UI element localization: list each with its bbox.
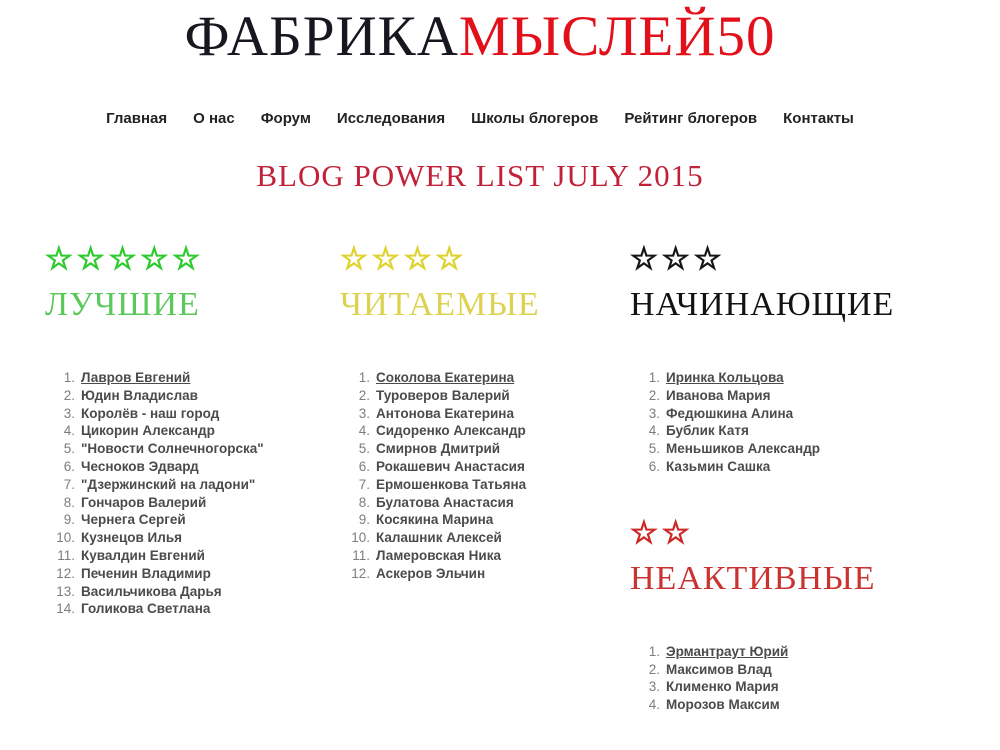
blogger-list-item	[340, 511, 630, 529]
item-number: 4.	[63, 423, 75, 439]
blogger-list-item	[45, 600, 340, 618]
item-number: 8.	[63, 494, 75, 510]
blogger-name: Сидоренко Александр	[376, 423, 526, 439]
blogger-name: Булатова Анастасия	[376, 494, 514, 510]
nav-item-6[interactable]: Контакты	[783, 110, 854, 127]
blogger-name: Косякина Марина	[376, 512, 494, 528]
blogger-name-link[interactable]: Эрмантраут Юрий	[666, 643, 789, 659]
item-number: 12.	[56, 565, 75, 581]
item-number: 2.	[648, 661, 660, 677]
item-number: 3.	[648, 679, 660, 695]
blogger-list-item	[340, 405, 630, 423]
item-number: 13.	[56, 583, 75, 599]
blogger-list-item	[45, 511, 340, 529]
blogger-name: Аскеров Эльчин	[376, 565, 486, 581]
item-number: 1.	[648, 370, 660, 385]
blogger-list-item	[340, 565, 630, 583]
nav-item-5[interactable]: Рейтинг блогеров	[624, 110, 758, 127]
blogger-list-item	[630, 440, 960, 458]
item-number: 6.	[358, 458, 370, 474]
blogger-list-item	[340, 494, 630, 512]
blogger-list-item	[340, 387, 630, 405]
item-number: 4.	[648, 423, 660, 439]
blogger-name: Максимов Влад	[666, 661, 772, 677]
nav-item-1[interactable]: О нас	[193, 110, 235, 127]
column-readable	[340, 242, 630, 714]
main-nav	[0, 110, 960, 127]
section-inactive	[630, 516, 960, 714]
blogger-list-item	[340, 547, 630, 565]
item-number: 10.	[56, 530, 75, 546]
item-number: 5.	[648, 441, 660, 457]
nav-item-3[interactable]: Исследования	[336, 110, 446, 127]
blogger-name: Печенин Владимир	[81, 565, 211, 581]
item-number: 3.	[63, 405, 75, 421]
item-number: 6.	[63, 458, 75, 474]
blogger-list-item	[340, 458, 630, 476]
item-number: 14.	[56, 601, 75, 617]
item-number: 1.	[358, 370, 370, 385]
nav-item-4[interactable]: Школы блогеров	[471, 110, 599, 127]
blogger-name: Клименко Мария	[666, 679, 779, 695]
column-beginners-inactive	[630, 242, 960, 714]
blogger-name: Морозов Максим	[666, 697, 780, 713]
blogger-name: "Новости Солнечногорска"	[81, 441, 264, 457]
item-number: 2.	[648, 387, 660, 403]
blogger-list-item	[45, 476, 340, 494]
blogger-name: Чернега Сергей	[81, 512, 186, 528]
blogger-list-item	[45, 565, 340, 583]
blogger-list-item	[630, 678, 960, 696]
item-number: 7.	[358, 476, 370, 492]
item-number: 1.	[648, 643, 660, 659]
blogger-name-link[interactable]: Иринка Кольцова	[666, 370, 784, 385]
page-title: BLOG POWER LIST JULY 2015	[256, 158, 704, 193]
blogger-list-item	[45, 583, 340, 601]
section-best	[45, 242, 340, 618]
item-number: 3.	[648, 405, 660, 421]
blogger-list-item	[630, 661, 960, 679]
logo-text-red: МЫСЛЕЙ50	[458, 5, 776, 68]
blogger-name: Ермошенкова Татьяна	[376, 476, 527, 492]
blogger-name: Иванова Мария	[666, 387, 771, 403]
blogger-name: Кувалдин Евгений	[81, 547, 205, 563]
blogger-list	[630, 369, 960, 476]
item-number: 3.	[358, 405, 370, 421]
blogger-name: Туроверов Валерий	[376, 387, 510, 403]
blogger-name: "Дзержинский на ладони"	[81, 476, 256, 492]
blogger-name: Голикова Светлана	[81, 601, 211, 617]
blogger-list-item	[630, 458, 960, 476]
item-number: 5.	[358, 441, 370, 457]
blogger-list-item	[45, 458, 340, 476]
nav-item-2[interactable]: Форум	[260, 110, 311, 127]
item-number: 4.	[648, 697, 660, 713]
star-rating-icon: ☆☆	[630, 514, 694, 551]
blogger-list-item	[340, 529, 630, 547]
blogger-name: Цикорин Александр	[81, 423, 215, 439]
blogger-list	[630, 643, 960, 714]
item-number: 2.	[358, 387, 370, 403]
blogger-name: Ламеровская Ника	[376, 547, 501, 563]
blogger-list-item	[45, 369, 340, 387]
blogger-list-item	[630, 422, 960, 440]
blogger-list-item	[630, 387, 960, 405]
blogger-list	[340, 369, 630, 583]
rating-grid	[0, 242, 960, 714]
item-number: 4.	[358, 423, 370, 439]
blogger-list-item	[630, 405, 960, 423]
nav-item-0[interactable]: Главная	[106, 110, 168, 127]
item-number: 6.	[648, 458, 660, 474]
blogger-name-link[interactable]: Соколова Екатерина	[376, 370, 515, 385]
blogger-name: Федюшкина Алина	[666, 405, 794, 421]
blogger-name: Кузнецов Илья	[81, 530, 182, 546]
blogger-name: Чесноков Эдвард	[81, 458, 199, 474]
item-number: 8.	[358, 494, 370, 510]
blogger-list	[45, 369, 340, 618]
star-rating-icon: ☆☆☆☆	[340, 241, 468, 277]
blogger-name: Гончаров Валерий	[81, 494, 207, 510]
item-number: 2.	[63, 387, 75, 403]
item-number: 5.	[63, 441, 75, 457]
item-number: 11.	[352, 547, 370, 563]
blogger-name: Меньшиков Александр	[666, 441, 821, 457]
blogger-name: Смирнов Дмитрий	[376, 441, 501, 457]
blogger-name: Казьмин Сашка	[666, 458, 771, 474]
star-rating-icon: ☆☆☆	[630, 241, 726, 277]
section-readable	[340, 242, 630, 583]
blogger-list-item	[630, 696, 960, 714]
section-title: НАЧИНАЮЩИЕ	[630, 286, 895, 323]
logo-text-black: ФАБРИКА	[184, 5, 459, 68]
blogger-list-item	[45, 422, 340, 440]
item-number: 11.	[57, 547, 75, 563]
item-number: 9.	[63, 512, 75, 528]
blogger-list-item	[45, 547, 340, 565]
blogger-list-item	[45, 440, 340, 458]
blogger-name: Антонова Екатерина	[376, 405, 514, 421]
item-number: 1.	[63, 370, 75, 385]
blogger-name: Калашник Алексей	[376, 530, 502, 546]
blogger-name: Рокашевич Анастасия	[376, 458, 525, 474]
blogger-name: Васильчикова Дарья	[81, 583, 222, 599]
blogger-list-item	[45, 405, 340, 423]
site-logo[interactable]	[0, 6, 960, 68]
blogger-name: Королёв - наш город	[81, 405, 220, 421]
item-number: 12.	[351, 565, 370, 581]
column-best	[45, 242, 340, 714]
blogger-list-item	[45, 494, 340, 512]
blogger-name: Бублик Катя	[666, 423, 749, 439]
blogger-list-item	[340, 369, 630, 387]
blogger-list-item	[340, 476, 630, 494]
blogger-list-item	[340, 440, 630, 458]
blogger-list-item	[630, 369, 960, 387]
blogger-list-item	[340, 422, 630, 440]
section-title: НЕАКТИВНЫЕ	[630, 559, 876, 597]
blogger-list-item	[45, 387, 340, 405]
blogger-name: Юдин Владислав	[81, 387, 198, 403]
blogger-list-item	[45, 529, 340, 547]
section-title: ЛУЧШИЕ	[45, 286, 200, 323]
section-title: ЧИТАЕМЫЕ	[340, 286, 540, 323]
item-number: 7.	[63, 476, 75, 492]
item-number: 10.	[351, 530, 370, 546]
section-beginners	[630, 242, 960, 476]
star-rating-icon: ☆☆☆☆☆	[45, 241, 204, 277]
item-number: 9.	[358, 512, 370, 528]
blogger-list-item	[630, 643, 960, 661]
blogger-name-link[interactable]: Лавров Евгений	[81, 370, 191, 385]
